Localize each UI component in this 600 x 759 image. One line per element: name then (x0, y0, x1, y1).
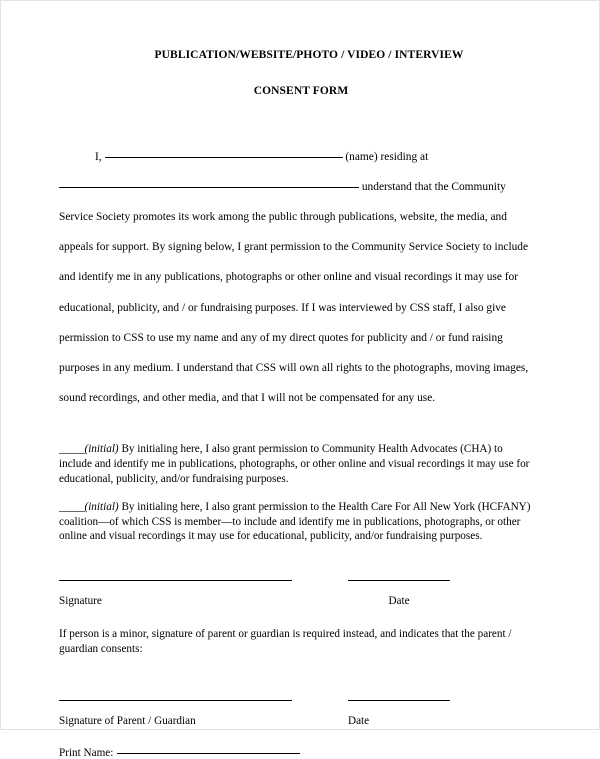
initial-paragraphs-block (59, 442, 537, 544)
date-line-field[interactable] (348, 580, 450, 581)
signature-labels-row (59, 595, 537, 611)
date-label: Date (388, 594, 410, 607)
print-name-label: Print Name: (59, 747, 114, 759)
page-title-line-2: CONSENT FORM (253, 84, 349, 97)
name-residing-label: (name) residing at (345, 150, 429, 163)
guardian-date-label: Date (348, 715, 370, 728)
initial-paragraph-hcfany (59, 500, 537, 544)
print-name-field[interactable] (117, 753, 300, 754)
minor-guardian-note: If person is a minor, signature of parent or guardian is required instead, and indicates that the parent / guardian consents: (59, 627, 512, 655)
initial-text-cha: By initialing here, I also grant permission to Community Health Advocates (CHA) to include and identify me in publications, photographs, or other online and visual recordings it may use for educational, publicity, and/or fundraising purposes. (59, 443, 530, 485)
signature-label: Signature (59, 594, 102, 607)
intro-line-9: sound recordings, and other media, and that I will not be compensated for any use. (59, 392, 436, 405)
document-content (59, 1, 537, 759)
signature-line-field[interactable] (59, 580, 292, 581)
initial-blank-hcfany[interactable]: _____ (59, 501, 85, 514)
print-name-row (59, 747, 537, 759)
page-title-line-1: PUBLICATION/WEBSITE/PHOTO / VIDEO / INTERVIEW (154, 49, 464, 61)
intro-line-1 (59, 142, 537, 172)
guardian-signature-label: Signature of Parent / Guardian (59, 715, 196, 728)
signature-section (59, 580, 537, 611)
intro-line-4: appeals for support. By signing below, I grant permission to the Community Service Society to include (59, 241, 529, 254)
intro-line-8: purposes in any medium. I understand that CSS will own all rights to the photographs, moving images, (59, 362, 529, 375)
initial-label-hcfany: (initial) (84, 501, 119, 514)
address-blank-field[interactable] (59, 187, 359, 188)
understand-label: understand that the Community (361, 180, 506, 193)
intro-paragraph (59, 142, 537, 414)
intro-line-5: and identify me in any publications, photographs or other online and visual recordings it may use for (59, 271, 519, 284)
guardian-rules-row (59, 700, 537, 715)
guardian-signature-section (59, 700, 537, 731)
guardian-date-line-field[interactable] (348, 700, 450, 701)
initial-blank-cha[interactable]: _____ (59, 443, 85, 456)
guardian-signature-line-field[interactable] (59, 700, 292, 701)
name-blank-field[interactable] (105, 157, 343, 158)
initial-paragraph-cha (59, 442, 537, 486)
signature-rules-row (59, 580, 537, 595)
intro-line-3: Service Society promotes its work among the public through publications, website, the media, and (59, 211, 507, 223)
initial-text-hcfany: By initialing here, I also grant permission to the Health Care For All New York (HCFANY) coalition—of which CSS is member—to include and identify me in publications, photographs, or other online and visual recordings it may use for educational, publicity, and/or fundraising purposes. (59, 501, 531, 543)
initial-label-cha: (initial) (84, 443, 119, 456)
document-title-block (59, 1, 537, 99)
intro-line-6: educational, publicity, and / or fundraising purposes. If I was interviewed by CSS staff, I also give (59, 301, 506, 314)
intro-line-2 (59, 172, 537, 202)
intro-line-7: permission to CSS to use my name and any of my direct quotes for publicity and / or fund raising (59, 331, 503, 344)
i-prefix-label: I, (95, 150, 102, 163)
guardian-labels-row (59, 715, 537, 731)
